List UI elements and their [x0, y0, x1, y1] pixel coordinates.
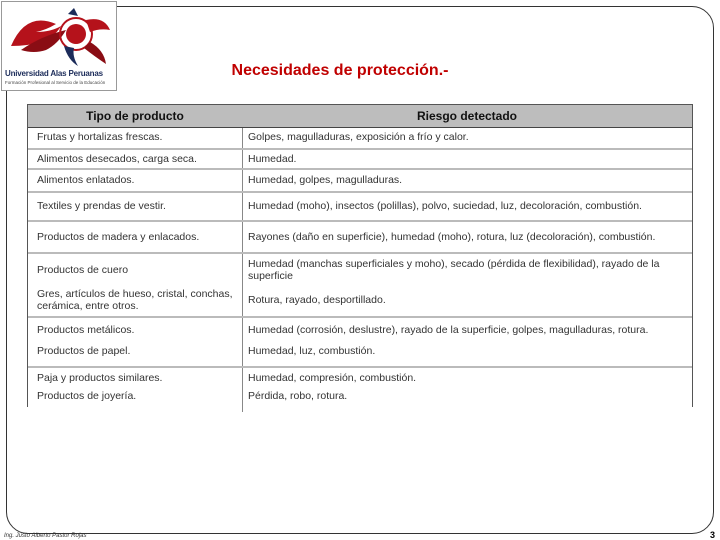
product-cell: Productos de cuero [37, 264, 129, 276]
table-row [28, 131, 692, 143]
protection-table [27, 104, 693, 407]
product-cell: Productos metálicos. [37, 324, 135, 336]
product-cell: Textiles y prendas de vestir. [37, 200, 166, 212]
condor-emblem-icon [6, 6, 114, 68]
table-row [28, 200, 692, 212]
product-cell: Productos de madera y enlacados. [37, 231, 200, 243]
table-row-group [28, 128, 692, 150]
university-logo [1, 1, 117, 91]
table-row [28, 288, 692, 312]
risk-cell: Humedad, compresión, combustión. [248, 372, 417, 384]
table-row [28, 231, 692, 243]
product-cell: Alimentos enlatados. [37, 174, 135, 186]
table-row-group [28, 193, 692, 222]
risk-cell: Humedad (manchas superficiales y moho), secado (pérdida de flexibilidad), rayado de la superficie [248, 258, 660, 282]
table-row [28, 258, 692, 282]
risk-cell: Humedad, golpes, magulladuras. [248, 174, 403, 186]
risk-cell: Humedad (corrosión, deslustre), rayado de la superficie, golpes, magulladuras, rotura. [248, 324, 649, 336]
table-row-group [28, 150, 692, 170]
risk-cell: Humedad. [248, 153, 297, 165]
risk-cell: Rotura, rayado, desportillado. [248, 294, 386, 306]
product-cell: Productos de papel. [37, 345, 131, 357]
table-row [28, 345, 692, 357]
table-row-group [28, 170, 692, 193]
product-cell: Alimentos desecados, carga seca. [37, 153, 197, 165]
product-cell: Frutas y hortalizas frescas. [37, 131, 163, 143]
table-row [28, 324, 692, 336]
header-risk: Riesgo detectado [416, 109, 518, 123]
table-row [28, 390, 692, 402]
product-cell: Paja y productos similares. [37, 372, 163, 384]
risk-cell: Humedad (moho), insectos (polillas), polvo, suciedad, luz, decoloración, combustión. [248, 200, 642, 212]
risk-cell: Rayones (daño en superficie), humedad (moho), rotura, luz (decoloración), combustión. [248, 231, 656, 243]
table-row [28, 174, 692, 186]
table-row [28, 372, 692, 384]
table-header [28, 105, 692, 128]
table-row-group [28, 318, 692, 368]
table-row-group [28, 368, 692, 412]
product-cell: Productos de joyería. [37, 390, 137, 402]
risk-cell: Golpes, magulladuras, exposición a frío y calor. [248, 131, 469, 143]
product-cell: Gres, artículos de hueso, cristal, conchas, cerámica, entre otros. [37, 288, 233, 312]
page-number: 3 [709, 530, 715, 540]
risk-cell: Pérdida, robo, rotura. [248, 390, 348, 402]
author-footer: Ing. Justo Alberto Pastor Rojas [4, 533, 87, 539]
header-product: Tipo de producto [86, 109, 184, 123]
table-row [28, 153, 692, 165]
risk-cell: Humedad, luz, combustión. [248, 345, 376, 357]
university-name: Universidad Alas Peruanas [5, 69, 103, 78]
university-tagline: Formación Profesional al Servicio de la Educación [5, 80, 106, 85]
slide-title: Necesidades de protección.- [231, 62, 449, 79]
table-row-group [28, 222, 692, 254]
table-row-group [28, 254, 692, 318]
